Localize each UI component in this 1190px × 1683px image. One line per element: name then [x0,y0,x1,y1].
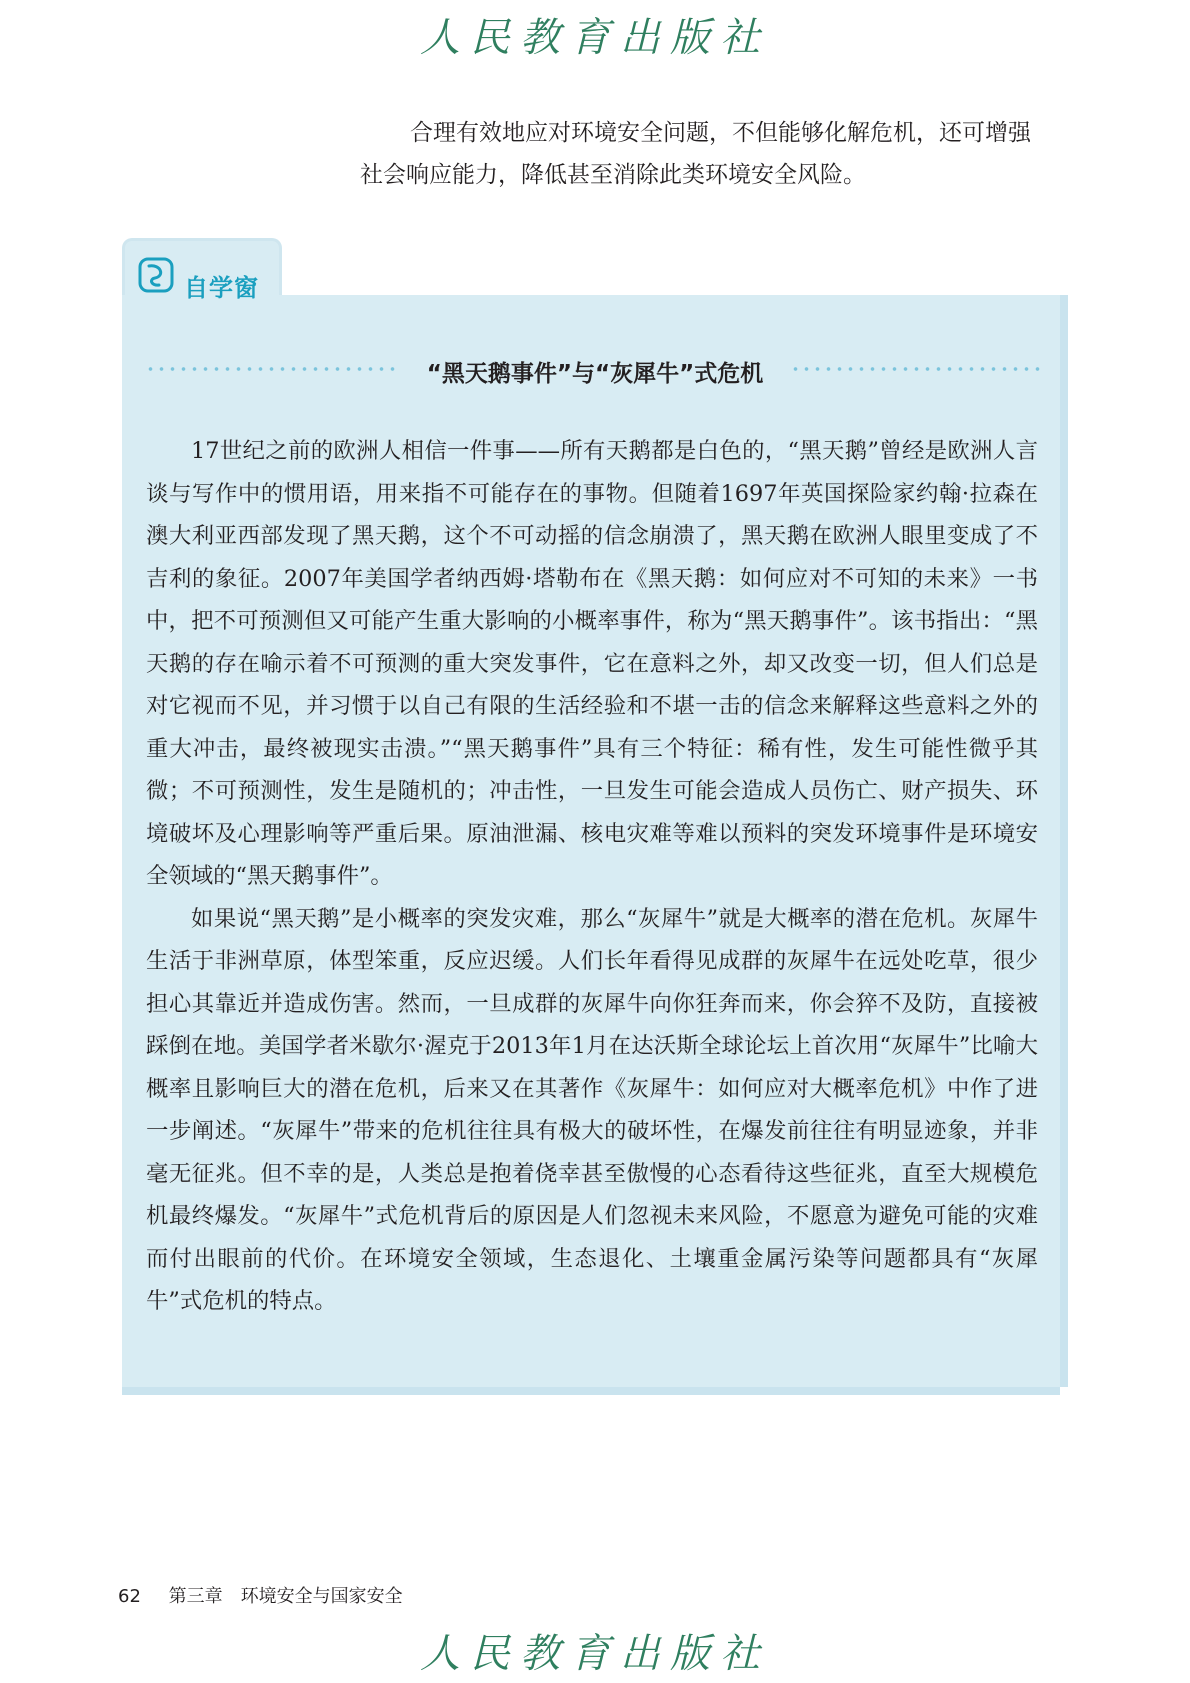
intro-text [360,112,1060,196]
dotted-divider-right [790,367,1040,371]
publisher-logo-bottom: 人民教育出版社 [420,1631,770,1677]
intro-line-1: 合理有效地应对环境安全问题，不但能够化解危机，还可增强 [410,120,1031,146]
publisher-logo-top: 人民教育出版社 [420,15,770,61]
chapter-title: 第三章 环境安全与国家安全 [168,1586,403,1607]
sidebar-title: “黑天鹅事件”与“灰犀牛”式危机 [426,361,764,387]
body-paragraph-2: 如果说“黑天鹅”是小概率的突发灾难，那么“灰犀牛”就是大概率的潜在危机。灰犀牛生活于非洲草原，体型笨重，反应迟缓。人们长年看得见成群的灰犀牛在远处吃草，很少担心其靠近并造成伤害。然而，一旦成群的灰犀牛向你狂奔而来，你会猝不及防，直接被踩倒在地。美国学者米歇尔·渥克于2013年1月在达沃斯全球论坛上首次用“灰犀牛”比喻大概率且影响巨大的潜在危机，后来又在其著作《灰犀牛：如何应对大概率危机》中作了进一步阐述。“灰犀牛”带来的危机往往具有极大的破坏性，在爆发前往往有明显迹象，并非毫无征兆。但不幸的是，人类总是抱着侥幸甚至傲慢的心态看待这些征兆，直至大规模危机最终爆发。“灰犀牛”式危机背后的原因是人们忽视未来风险，不愿意为避免可能的灾难而付出眼前的代价。在环境安全领域，生态退化、土壤重金属污染等问题都具有“灰犀牛”式危机的特点。 [146,905,1038,1314]
page-number: 62 [118,1586,141,1607]
intro-line-2: 社会响应能力，降低甚至消除此类环境安全风险。 [360,162,866,188]
page-footer [118,1582,403,1608]
dotted-divider-left [145,367,395,371]
body-paragraph-1: 17世纪之前的欧洲人相信一件事——所有天鹅都是白色的，“黑天鹅”曾经是欧洲人言谈与写作中的惯用语，用来指不可能存在的事物。但随着1697年英国探险家约翰·拉森在澳大利亚西部发现了黑天鹅，这个不可动摇的信念崩溃了，黑天鹅在欧洲人眼里变成了不吉利的象征。2007年美国学者纳西姆·塔勒布在《黑天鹅：如何应对不可知的未来》一书中，把不可预测但又可能产生重大影响的小概率事件，称为“黑天鹅事件”。该书指出：“黑天鹅的存在喻示着不可预测的重大突发事件，它在意料之外，却又改变一切，但人们总是对它视而不见，并习惯于以自己有限的生活经验和不堪一击的信念来解释这些意料之外的重大冲击，最终被现实击溃。”“黑天鹅事件”具有三个特征：稀有性，发生可能性微乎其微；不可预测性，发生是随机的；冲击性，一旦发生可能会造成人员伤亡、财产损失、环境破坏及心理影响等严重后果。原油泄漏、核电灾难等难以预料的突发环境事件是环境安全领域的“黑天鹅事件”。 [146,438,1038,889]
sidebar-body [146,430,1038,1323]
sidebar-label: 自学窗 [184,274,259,302]
self-study-icon [137,256,175,294]
